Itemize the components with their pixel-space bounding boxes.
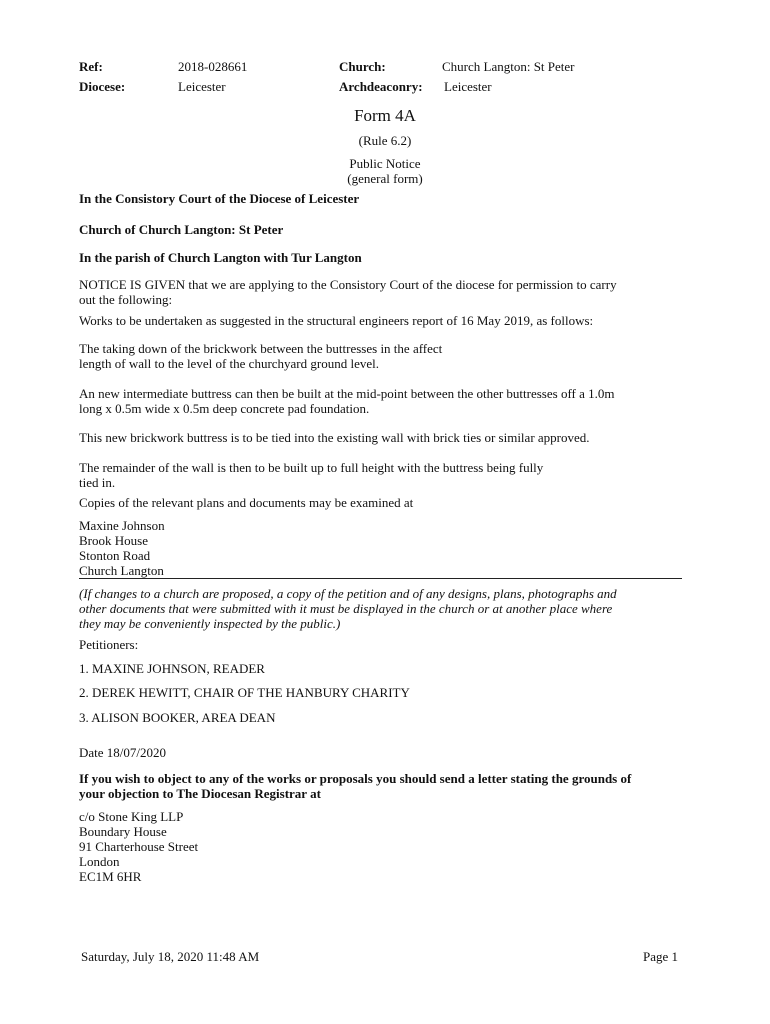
- diocese-value: Leicester: [178, 79, 226, 94]
- ref-value: 2018-028661: [178, 59, 248, 74]
- archdeaconry-label: Archdeaconry:: [339, 79, 423, 94]
- registrar-address-line: Boundary House: [79, 824, 167, 839]
- form-rule: (Rule 6.2): [358, 133, 412, 148]
- diocese-label: Diocese:: [79, 79, 126, 94]
- registrar-address-line: London: [79, 854, 120, 869]
- italic-note-line-2: other documents that were submitted with it must be displayed in the church or at another place where: [79, 601, 613, 616]
- works-para2-line2: long x 0.5m wide x 0.5m deep concrete pad foundation.: [79, 401, 370, 416]
- church-label: Church:: [339, 59, 386, 74]
- works-para3-line1: This new brickwork buttress is to be tied into the existing wall with brick ties or similar approved.: [79, 430, 590, 445]
- objection-line-1: If you wish to object to any of the works or proposals you should send a letter stating the grounds of: [79, 771, 632, 786]
- section-divider: [79, 578, 682, 579]
- form-subtitle-1: Public Notice: [349, 156, 421, 171]
- footer-timestamp: Saturday, July 18, 2020 11:48 AM: [81, 949, 260, 964]
- date-text: Date 18/07/2020: [79, 745, 167, 760]
- registrar-address: [79, 809, 198, 884]
- works-para1-line2: length of wall to the level of the churchyard ground level.: [79, 356, 379, 371]
- exam-address-line: Stonton Road: [79, 548, 151, 563]
- works-para2-line1: An new intermediate buttress can then be built at the mid-point between the other buttresses off a 1.0m: [79, 386, 615, 401]
- works-intro: Works to be undertaken as suggested in the structural engineers report of 16 May 2019, as follows:: [79, 313, 594, 328]
- parish-heading: In the parish of Church Langton with Tur Langton: [79, 250, 362, 265]
- form-title: Form 4A: [354, 106, 416, 125]
- church-heading: Church of Church Langton: St Peter: [79, 222, 284, 237]
- ref-label: Ref:: [79, 59, 103, 74]
- notice-line-1: NOTICE IS GIVEN that we are applying to the Consistory Court of the diocese for permission to carry: [79, 277, 617, 292]
- registrar-address-line: 91 Charterhouse Street: [79, 839, 199, 854]
- exam-address-line: Brook House: [79, 533, 148, 548]
- registrar-address-line: EC1M 6HR: [79, 869, 142, 884]
- court-heading: In the Consistory Court of the Diocese of Leicester: [79, 191, 360, 206]
- petitioner-item: 1. MAXINE JOHNSON, READER: [79, 661, 265, 676]
- italic-note-line-1: (If changes to a church are proposed, a copy of the petition and of any designs, plans, photographs and: [79, 586, 617, 601]
- petitioners-label: Petitioners:: [79, 637, 139, 652]
- petitioner-item: 3. ALISON BOOKER, AREA DEAN: [79, 710, 276, 725]
- notice-line-2: out the following:: [79, 292, 173, 307]
- objection-line-2: your objection to The Diocesan Registrar at: [79, 786, 321, 801]
- works-para4-line1: The remainder of the wall is then to be built up to full height with the buttress being fully: [79, 460, 544, 475]
- exam-address-line: Maxine Johnson: [79, 518, 165, 533]
- works-para4-line2: tied in.: [79, 475, 116, 490]
- italic-note-line-3: they may be conveniently inspected by the public.): [79, 616, 341, 631]
- church-value: Church Langton: St Peter: [442, 59, 575, 74]
- works-para1-line1: The taking down of the brickwork between the buttresses in the affect: [79, 341, 443, 356]
- exam-address-line: Church Langton: [79, 563, 164, 578]
- exam-address: [79, 518, 165, 578]
- registrar-address-line: c/o Stone King LLP: [79, 809, 184, 824]
- form-subtitle-2: (general form): [347, 171, 423, 186]
- copies-text: Copies of the relevant plans and documents may be examined at: [79, 495, 414, 510]
- petitioner-item: 2. DEREK HEWITT, CHAIR OF THE HANBURY CHARITY: [79, 685, 410, 700]
- footer-page-number: Page 1: [643, 949, 679, 964]
- archdeaconry-value: Leicester: [444, 79, 492, 94]
